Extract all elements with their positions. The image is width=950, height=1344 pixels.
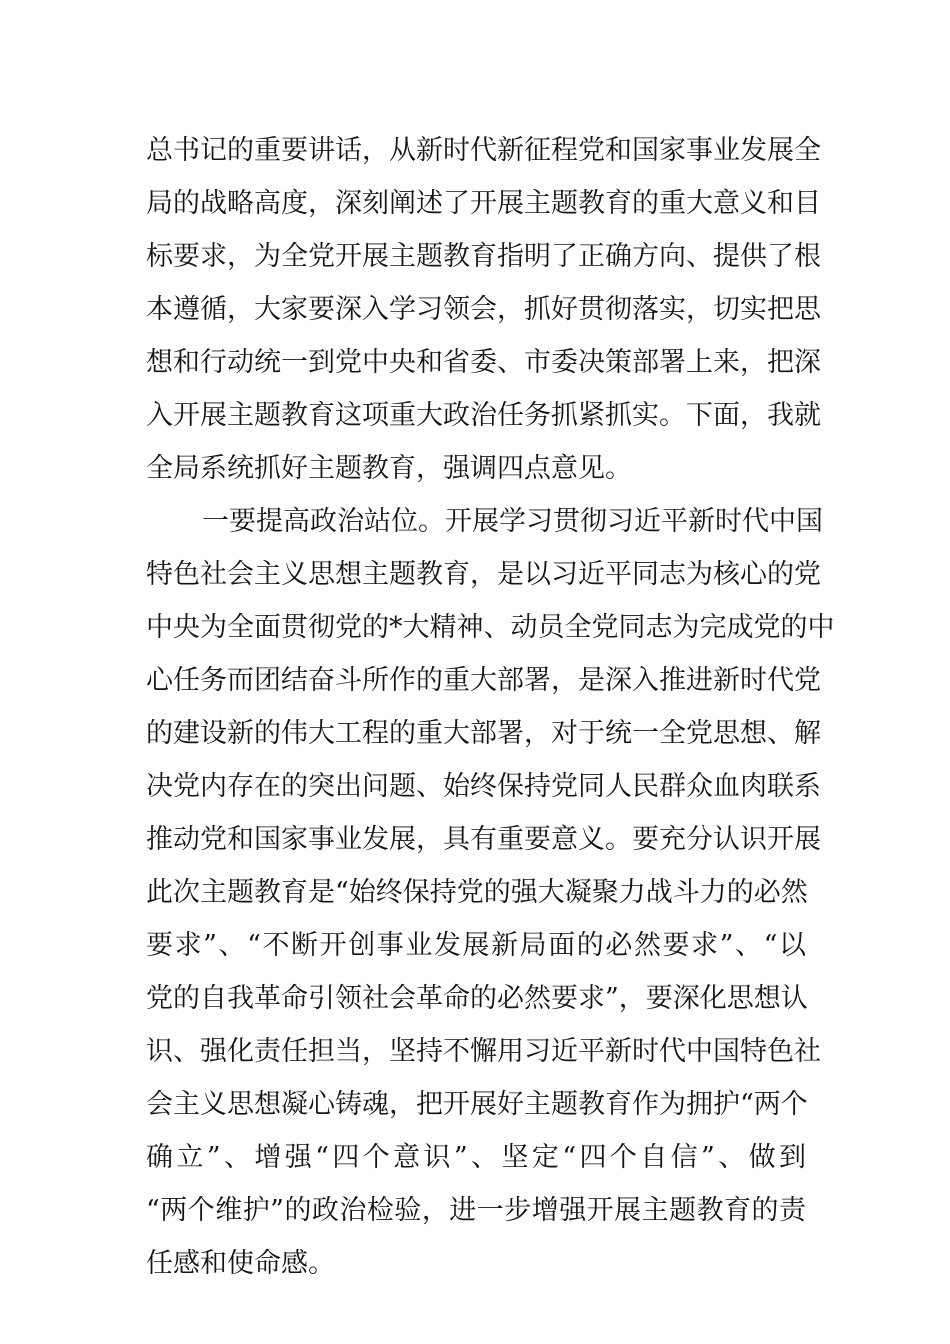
paragraph-2-line-12: 会主义思想凝心铸魂，把开展好主题教育作为拥护“两个 — [146, 1089, 808, 1120]
paragraph-1-line-4: 本遵循，大家要深入学习领会，抓好贯彻落实，切实把思 — [146, 294, 821, 325]
paragraph-2-line-13: 确立”、增强“四个意识”、坚定“四个自信”、做到 — [146, 1142, 806, 1173]
paragraph-2-line-3: 中央为全面贯彻党的*大精神、动员全党同志为完成党的中 — [146, 612, 835, 643]
paragraph-2-line-5: 的建设新的伟大工程的重大部署，对于统一全党思想、解 — [146, 718, 821, 749]
paragraph-2-line-11: 识、强化责任担当，坚持不懈用习近平新时代中国特色社 — [146, 1036, 821, 1067]
paragraph-2-line-4: 心任务而团结奋斗所作的重大部署，是深入推进新时代党 — [146, 665, 821, 696]
paragraph-1-line-2: 局的战略高度，深刻阐述了开展主题教育的重大意义和目 — [146, 188, 821, 219]
paragraph-2-line-2: 特色社会主义思想主题教育，是以习近平同志为核心的党 — [146, 559, 821, 590]
paragraph-1-line-7: 全局系统抓好主题教育，强调四点意见。 — [146, 453, 632, 484]
paragraph-2-line-8: 此次主题教育是“始终保持党的强大凝聚力战斗力的必然 — [146, 877, 808, 908]
paragraph-1-line-6: 入开展主题教育这项重大政治任务抓紧抓实。下面，我就 — [146, 400, 821, 431]
paragraph-2-line-7: 推动党和国家事业发展，具有重要意义。要充分认识开展 — [146, 824, 821, 855]
paragraph-1-line-1: 总书记的重要讲话，从新时代新征程党和国家事业发展全 — [146, 135, 821, 166]
paragraph-2-line-6: 决党内存在的突出问题、始终保持党同人民群众血肉联系 — [146, 771, 821, 802]
paragraph-2-line-10: 党的自我革命引领社会革命的必然要求”，要深化思想认 — [146, 983, 808, 1014]
paragraph-2-line-15: 任感和使命感。 — [146, 1248, 335, 1279]
paragraph-2-line-14: “两个维护”的政治检验，进一步增强开展主题教育的责 — [146, 1195, 806, 1226]
paragraph-1-line-5: 想和行动统一到党中央和省委、市委决策部署上来，把深 — [146, 347, 821, 378]
paragraph-2-line-9: 要求”、“不断开创事业发展新局面的必然要求”、“以 — [146, 930, 806, 961]
paragraph-2-line-1: 一要提高政治站位。开展学习贯彻习近平新时代中国 — [202, 506, 823, 537]
paragraph-1-line-3: 标要求，为全党开展主题教育指明了正确方向、提供了根 — [146, 241, 821, 272]
